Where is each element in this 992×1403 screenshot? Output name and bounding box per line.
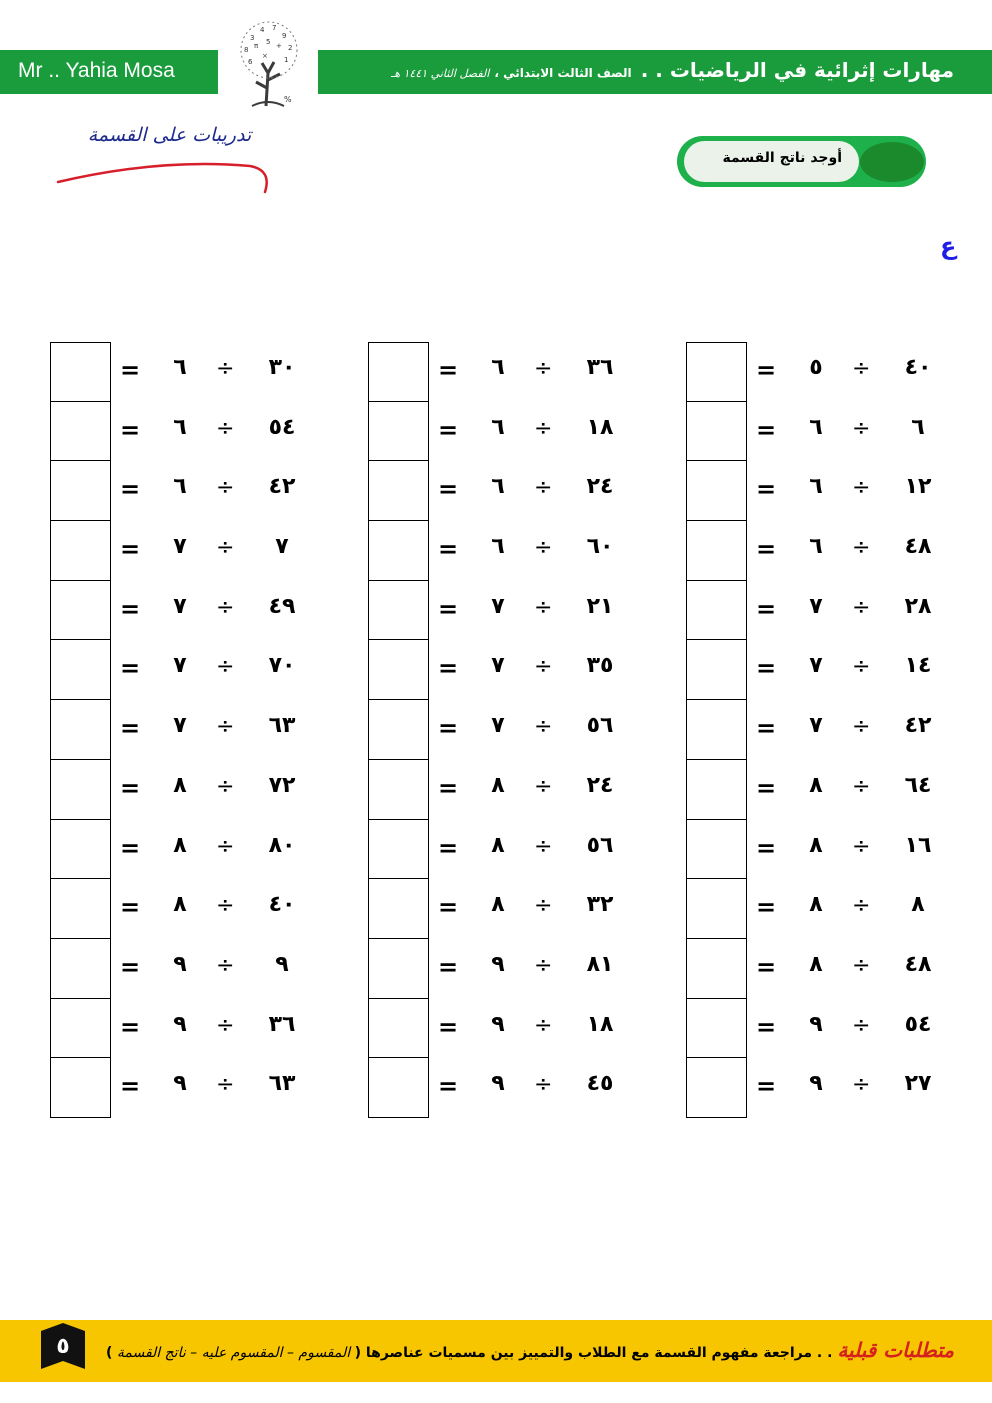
equals-sign: = <box>438 475 459 504</box>
equals-sign: = <box>438 415 459 444</box>
divisor: ٨ <box>809 772 823 798</box>
divisor: ٦ <box>491 355 505 380</box>
answer-box[interactable] <box>368 461 429 521</box>
divide-sign: ÷ <box>216 415 235 441</box>
page-title <box>391 58 954 82</box>
answer-box[interactable] <box>368 939 429 999</box>
answer-box[interactable] <box>686 700 747 760</box>
divide-sign: ÷ <box>852 714 871 740</box>
divisor: ٥ <box>809 355 823 380</box>
svg-text:×: × <box>262 52 268 60</box>
divide-sign: ÷ <box>852 415 871 441</box>
answer-box[interactable] <box>686 879 747 939</box>
exercise-column-3 <box>50 342 310 1118</box>
divisor: ٨ <box>173 892 187 918</box>
exercise-row <box>686 700 946 760</box>
exercise-row <box>686 820 946 880</box>
divide-sign: ÷ <box>534 535 553 561</box>
equals-sign: = <box>756 535 777 564</box>
exercise-row <box>686 999 946 1059</box>
exercise-row <box>50 402 310 462</box>
divide-sign: ÷ <box>216 833 235 859</box>
svg-text:+: + <box>276 42 282 50</box>
dividend: ٤٨ <box>904 534 932 560</box>
equals-sign: = <box>756 415 777 444</box>
divide-sign: ÷ <box>216 356 235 381</box>
title-grade: الصف الثالث الابتدائي ، <box>494 66 632 80</box>
answer-box[interactable] <box>50 879 111 939</box>
divisor: ٦ <box>173 355 187 380</box>
equals-sign: = <box>438 594 459 623</box>
svg-text:π: π <box>254 42 259 50</box>
divisor: ٧ <box>809 593 823 619</box>
answer-box[interactable] <box>686 581 747 641</box>
dividend: ٤٥ <box>586 1071 614 1097</box>
divisor: ٨ <box>491 772 505 798</box>
divisor: ٦ <box>173 414 187 440</box>
divisor: ٧ <box>491 653 505 679</box>
dividend: ٤٢ <box>268 474 296 500</box>
answer-box[interactable] <box>686 402 747 462</box>
divide-sign: ÷ <box>852 773 871 799</box>
divide-sign: ÷ <box>216 475 235 501</box>
dividend: ١٤ <box>904 653 932 679</box>
dividend: ٣٦ <box>586 355 614 380</box>
divisor: ٩ <box>809 1011 823 1037</box>
exercise-row <box>368 1058 628 1118</box>
answer-box[interactable] <box>50 342 111 402</box>
dividend: ٦٣ <box>268 1071 296 1097</box>
exercise-row <box>686 879 946 939</box>
svg-text:2: 2 <box>288 44 293 52</box>
tree-logo-icon <box>222 18 316 112</box>
answer-box[interactable] <box>368 402 429 462</box>
dividend: ٢٧ <box>904 1071 932 1097</box>
dividend: ٣٠ <box>268 355 296 380</box>
equals-sign: = <box>120 952 141 981</box>
equals-sign: = <box>756 654 777 683</box>
exercise-row <box>50 760 310 820</box>
dividend: ٥٤ <box>268 414 296 440</box>
exercise-row <box>50 1058 310 1118</box>
divisor: ٩ <box>491 951 505 977</box>
equals-sign: = <box>120 475 141 504</box>
exercise-row <box>368 521 628 581</box>
svg-text:8: 8 <box>244 46 249 54</box>
equals-sign: = <box>756 952 777 981</box>
instruction-dot-icon <box>860 142 924 182</box>
divide-sign: ÷ <box>216 773 235 799</box>
divisor: ٧ <box>173 653 187 679</box>
equals-sign: = <box>756 1072 777 1101</box>
exercise-row <box>686 1058 946 1118</box>
divide-sign: ÷ <box>852 594 871 620</box>
divisor: ٨ <box>809 951 823 977</box>
exercise-row <box>368 402 628 462</box>
exercise-row <box>686 521 946 581</box>
answer-box[interactable] <box>50 820 111 880</box>
equals-sign: = <box>120 415 141 444</box>
exercise-row <box>50 700 310 760</box>
equals-sign: = <box>120 773 141 802</box>
divisor: ٦ <box>809 414 823 440</box>
instruction-text: أوجد ناتج القسمة <box>722 150 842 166</box>
divide-sign: ÷ <box>216 1012 235 1038</box>
exercise-row <box>50 640 310 700</box>
divisor: ٧ <box>491 593 505 619</box>
equals-sign: = <box>120 714 141 743</box>
exercise-row <box>686 461 946 521</box>
equals-sign: = <box>438 893 459 922</box>
exercise-row <box>368 879 628 939</box>
dividend: ٢٤ <box>586 474 614 500</box>
answer-box[interactable] <box>368 640 429 700</box>
exercise-row <box>368 581 628 641</box>
dividend: ١٨ <box>586 414 614 440</box>
dividend: ٢٨ <box>904 593 932 619</box>
svg-text:7: 7 <box>272 24 277 32</box>
divisor: ٩ <box>809 1071 823 1097</box>
answer-box[interactable] <box>368 1058 429 1118</box>
equals-sign: = <box>120 654 141 683</box>
divide-sign: ÷ <box>216 535 235 561</box>
dividend: ٦ <box>911 414 925 440</box>
divide-sign: ÷ <box>534 893 553 919</box>
answer-box[interactable] <box>368 521 429 581</box>
page-number-badge-icon <box>41 1323 85 1369</box>
equals-sign: = <box>438 654 459 683</box>
divisor: ٩ <box>491 1011 505 1037</box>
title-main: مهارات إثرائية في الرياضيات . . <box>640 58 954 82</box>
footer-close: ) <box>106 1345 113 1361</box>
equals-sign: = <box>756 714 777 743</box>
divide-sign: ÷ <box>852 952 871 978</box>
divide-sign: ÷ <box>534 952 553 978</box>
svg-text:4: 4 <box>260 26 265 34</box>
dividend: ٨١ <box>586 951 614 977</box>
equals-sign: = <box>756 893 777 922</box>
exercise-row <box>368 342 628 402</box>
divisor: ٨ <box>809 892 823 918</box>
equals-sign: = <box>120 356 141 384</box>
dividend: ١٦ <box>904 832 932 858</box>
answer-box[interactable] <box>50 581 111 641</box>
dividend: ٢٤ <box>586 772 614 798</box>
equals-sign: = <box>438 833 459 862</box>
divide-sign: ÷ <box>216 1072 235 1098</box>
equals-sign: = <box>120 833 141 862</box>
dividend: ٧ <box>275 534 289 560</box>
title-term: الفصل الثاني ١٤٤١ هـ <box>390 67 490 80</box>
answer-box[interactable] <box>686 640 747 700</box>
divisor: ٨ <box>173 832 187 858</box>
divide-sign: ÷ <box>852 893 871 919</box>
exercise-row <box>50 581 310 641</box>
exercise-row <box>686 760 946 820</box>
dividend: ٨ <box>911 892 925 918</box>
dividend: ٤٩ <box>268 593 296 619</box>
divisor: ٨ <box>173 772 187 798</box>
answer-box[interactable] <box>686 939 747 999</box>
divisor: ٧ <box>491 713 505 739</box>
divide-sign: ÷ <box>534 356 553 381</box>
answer-box[interactable] <box>686 521 747 581</box>
footer-prerequisites <box>106 1338 954 1362</box>
equals-sign: = <box>438 714 459 743</box>
divide-sign: ÷ <box>852 654 871 680</box>
equals-sign: = <box>438 952 459 981</box>
exercise-row <box>686 640 946 700</box>
divide-sign: ÷ <box>216 952 235 978</box>
exercise-row <box>686 581 946 641</box>
answer-box[interactable] <box>368 700 429 760</box>
divide-sign: ÷ <box>534 415 553 441</box>
svg-text:5: 5 <box>266 38 271 46</box>
equals-sign: = <box>120 1072 141 1101</box>
divisor: ٧ <box>809 713 823 739</box>
answer-box[interactable] <box>368 342 429 402</box>
divide-sign: ÷ <box>534 1012 553 1038</box>
equals-sign: = <box>120 1012 141 1041</box>
divide-sign: ÷ <box>852 1012 871 1038</box>
divisor: ٩ <box>491 1071 505 1097</box>
divisor: ٦ <box>173 474 187 500</box>
equals-sign: = <box>756 773 777 802</box>
answer-box[interactable] <box>50 700 111 760</box>
dividend: ٣٢ <box>586 892 614 918</box>
equals-sign: = <box>756 1012 777 1041</box>
answer-box[interactable] <box>368 820 429 880</box>
dividend: ٤٠ <box>904 355 932 380</box>
exercise-row <box>50 879 310 939</box>
answer-box[interactable] <box>50 461 111 521</box>
dividend: ٤٢ <box>904 713 932 739</box>
teacher-name: Mr .. Yahia Mosa <box>18 59 175 82</box>
dividend: ٥٤ <box>904 1011 932 1037</box>
equals-sign: = <box>756 833 777 862</box>
equals-sign: = <box>438 356 459 384</box>
answer-box[interactable] <box>368 581 429 641</box>
answer-box[interactable] <box>50 760 111 820</box>
dividend: ٥٦ <box>586 832 614 858</box>
divide-sign: ÷ <box>534 773 553 799</box>
divisor: ٦ <box>809 534 823 560</box>
answer-box[interactable] <box>368 879 429 939</box>
training-caption: تدريبات على القسمة <box>87 124 252 146</box>
divide-sign: ÷ <box>852 475 871 501</box>
dividend: ٧٢ <box>268 772 296 798</box>
divide-sign: ÷ <box>852 833 871 859</box>
exercise-column-2 <box>368 342 628 1118</box>
answer-box[interactable] <box>50 521 111 581</box>
divide-sign: ÷ <box>216 594 235 620</box>
divisor: ٧ <box>173 593 187 619</box>
dividend: ٤٨ <box>904 951 932 977</box>
exercise-row <box>368 461 628 521</box>
divide-sign: ÷ <box>534 594 553 620</box>
divisor: ٧ <box>173 534 187 560</box>
svg-text:9: 9 <box>282 32 287 40</box>
exercise-row <box>686 402 946 462</box>
divisor: ٩ <box>173 951 187 977</box>
equals-sign: = <box>120 535 141 564</box>
svg-text:%: % <box>284 95 292 104</box>
equals-sign: = <box>120 893 141 922</box>
exercise-row <box>50 939 310 999</box>
answer-box[interactable] <box>50 402 111 462</box>
equals-sign: = <box>756 475 777 504</box>
divide-sign: ÷ <box>534 714 553 740</box>
answer-box[interactable] <box>686 760 747 820</box>
dividend: ١٢ <box>904 474 932 500</box>
dividend: ٢١ <box>586 593 614 619</box>
divisor: ٦ <box>491 534 505 560</box>
answer-box[interactable] <box>50 1058 111 1118</box>
exercise-column-1 <box>686 342 946 1118</box>
answer-box[interactable] <box>50 939 111 999</box>
exercise-row <box>50 820 310 880</box>
exercise-row <box>368 640 628 700</box>
dividend: ٤٠ <box>268 892 296 918</box>
question-marker: ع <box>940 232 957 260</box>
divide-sign: ÷ <box>534 475 553 501</box>
dividend: ١٨ <box>586 1011 614 1037</box>
answer-box[interactable] <box>50 999 111 1059</box>
exercise-row <box>50 521 310 581</box>
dividend: ٦٣ <box>268 713 296 739</box>
answer-box[interactable] <box>50 640 111 700</box>
exercise-row <box>368 999 628 1059</box>
equals-sign: = <box>438 535 459 564</box>
footer-text: . . مراجعة مفهوم القسمة مع الطلاب والتمييز بين مسميات عناصرها ( <box>354 1345 838 1361</box>
exercise-row <box>368 820 628 880</box>
answer-box[interactable] <box>368 999 429 1059</box>
dividend: ٦٤ <box>904 772 932 798</box>
equals-sign: = <box>756 356 777 384</box>
divide-sign: ÷ <box>852 1072 871 1098</box>
page-number: ٥ <box>56 1334 70 1359</box>
svg-text:3: 3 <box>250 34 255 42</box>
equals-sign: = <box>438 1072 459 1101</box>
exercise-row <box>368 760 628 820</box>
exercise-row <box>368 939 628 999</box>
divide-sign: ÷ <box>534 1072 553 1098</box>
equals-sign: = <box>438 1012 459 1041</box>
exercise-row <box>686 342 946 402</box>
dividend: ٥٦ <box>586 713 614 739</box>
equals-sign: = <box>756 594 777 623</box>
divide-sign: ÷ <box>216 893 235 919</box>
exercise-row <box>50 342 310 402</box>
divisor: ٦ <box>491 414 505 440</box>
divisor: ٦ <box>809 474 823 500</box>
svg-text:6: 6 <box>248 58 253 66</box>
divisor: ٧ <box>809 653 823 679</box>
divide-sign: ÷ <box>852 356 871 381</box>
divisor: ٨ <box>809 832 823 858</box>
equals-sign: = <box>438 773 459 802</box>
dividend: ٩ <box>275 951 289 977</box>
divide-sign: ÷ <box>852 535 871 561</box>
divisor: ٧ <box>173 713 187 739</box>
divisor: ٦ <box>491 474 505 500</box>
exercise-row <box>50 999 310 1059</box>
dividend: ٣٦ <box>268 1011 296 1037</box>
divide-sign: ÷ <box>534 833 553 859</box>
answer-box[interactable] <box>686 461 747 521</box>
divide-sign: ÷ <box>216 654 235 680</box>
exercise-row <box>686 939 946 999</box>
divisor: ٨ <box>491 832 505 858</box>
footer-terms: المقسوم – المقسوم عليه – ناتج القسمة <box>112 1345 355 1361</box>
red-swoosh-underline <box>50 150 280 195</box>
dividend: ٧٠ <box>268 653 296 679</box>
divide-sign: ÷ <box>534 654 553 680</box>
svg-text:1: 1 <box>284 56 289 64</box>
answer-box[interactable] <box>686 342 747 402</box>
divisor: ٩ <box>173 1011 187 1037</box>
answer-box[interactable] <box>686 820 747 880</box>
divisor: ٨ <box>491 892 505 918</box>
dividend: ٦٠ <box>586 534 614 560</box>
divisor: ٩ <box>173 1071 187 1097</box>
equals-sign: = <box>120 594 141 623</box>
exercise-row <box>368 700 628 760</box>
exercise-row <box>50 461 310 521</box>
answer-box[interactable] <box>686 999 747 1059</box>
dividend: ٨٠ <box>268 832 296 858</box>
answer-box[interactable] <box>686 1058 747 1118</box>
answer-box[interactable] <box>368 760 429 820</box>
dividend: ٣٥ <box>586 653 614 679</box>
footer-lead: متطلبات قبلية <box>837 1338 954 1362</box>
divide-sign: ÷ <box>216 714 235 740</box>
